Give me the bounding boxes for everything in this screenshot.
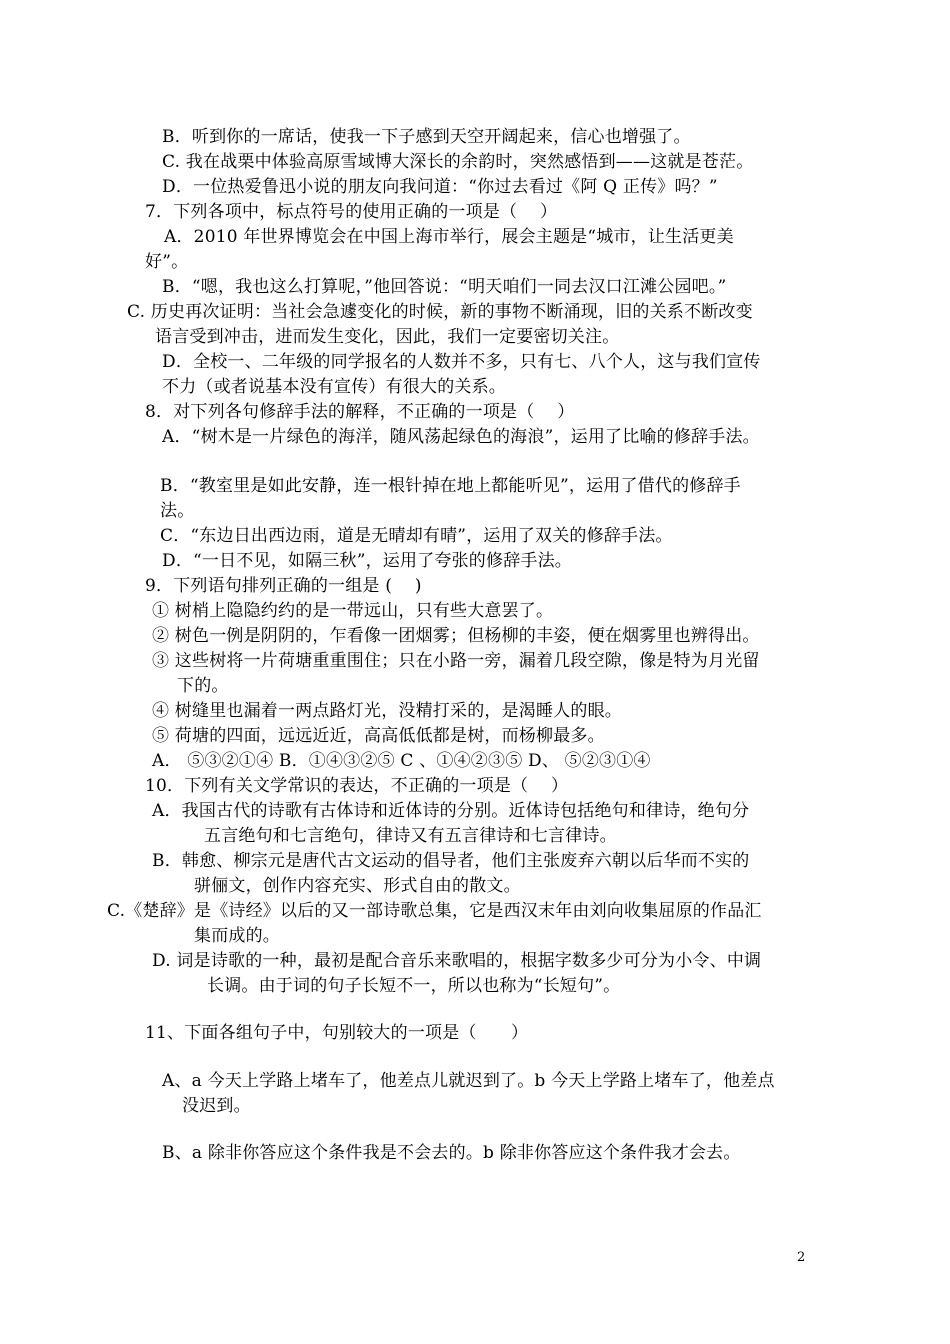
q6-option-b: B．听到你的一席话，使我一下子感到天空开阔起来，信心也增强了。 [162,127,691,147]
q10-option-d-line1: D. 词是诗歌的一种，最初是配合音乐来歌唱的，根据字数多少可分为小令、中调 [152,951,762,971]
q8-option-a: A．“树木是一片绿色的海洋，随风荡起绿色的海浪”，运用了比喻的修辞手法。 [162,427,760,447]
q7-option-a-line1: A．2010 年世界博览会在中国上海市举行，展会主题是“城市，让生活更美 [164,227,734,247]
q11-option-a-line1: A、a 今天上学路上堵车了，他差点儿就迟到了。b 今天上学路上堵车了，他差点 [162,1071,775,1091]
q7-option-c-line1: C. 历史再次证明：当社会急遽变化的时候，新的事物不断涌现，旧的关系不断改变 [127,302,753,322]
q9-sentence-2: ② 树色一例是阴阴的，乍看像一团烟雾；但杨柳的丰姿，便在烟雾里也辨得出。 [152,626,760,646]
q6-option-d: D．一位热爱鲁迅小说的朋友向我问道：“你过去看过《阿 Q 正传》吗？” [162,177,718,197]
q7-option-d-line1: D．全校一、二年级的同学报名的人数并不多，只有七、八个人，这与我们宣传 [162,352,761,372]
q7-option-c-line2: 语言受到冲击，进而发生变化，因此，我们一定要密切关注。 [155,327,620,347]
q9-sentence-1: ① 树梢上隐隐约约的是一带远山，只有些大意罢了。 [152,601,554,621]
q11-option-a-line2: 没迟到。 [182,1096,251,1116]
page-number: 2 [797,1250,806,1265]
q8-option-c: C．“东边日出西边雨，道是无晴却有晴”，运用了双关的修辞手法。 [160,526,673,546]
q10-option-d-line2: 长调。由于词的句子长短不一，所以也称为“长短句”。 [207,976,621,996]
q10-option-b-line1: B．韩愈、柳宗元是唐代古文运动的倡导者，他们主张废弃六朝以后华而不实的 [152,851,750,871]
q9-sentence-3-line1: ③ 这些树将一片荷塘重重围住；只在小路一旁，漏着几段空隙，像是特为月光留 [152,651,760,671]
q9-options: A． ⑤③②①④ B．①④③②⑤ C 、①④②③⑤ D、 ⑤②③①④ [152,751,651,771]
q7-stem: 7．下列各项中，标点符号的使用正确的一项是（ ） [145,202,558,222]
q7-option-a-line2: 好”。 [145,252,189,272]
q9-sentence-5: ⑤ 荷塘的四面，远远近近，高高低低都是树，而杨柳最多。 [152,726,605,746]
q10-option-b-line2: 骈俪文，创作内容充实、形式自由的散文。 [194,876,521,896]
q10-option-a-line2: 五言绝句和七言绝句，律诗又有五言律诗和七言律诗。 [204,826,617,846]
q8-option-b-line1: B．“教室里是如此安静，连一根针掉在地上都能听见”，运用了借代的修辞手 [160,476,741,496]
q7-option-d-line2: 不力（或者说基本没有宣传）有很大的关系。 [162,377,506,397]
q10-option-c-line2: 集而成的。 [194,926,280,946]
q11-option-b: B、a 除非你答应这个条件我是不会去的。b 除非你答应这个条件我才会去。 [162,1143,741,1163]
q8-option-d: D．“一日不见，如隔三秋”，运用了夸张的修辞手法。 [162,551,573,571]
q7-option-b: B．“嗯，我也这么打算呢，”他回答说：“明天咱们一同去汉口江滩公园吧。” [162,277,727,297]
q9-stem: 9．下列语句排列正确的一组是 ( ) [145,576,422,596]
q10-stem: 10．下列有关文学常识的表达，不正确的一项是（ ） [145,776,569,796]
q11-stem: 11、下面各组句子中，句别较大的一项是（ ） [145,1023,529,1043]
q8-option-b-line2: 法。 [160,501,195,521]
q10-option-a-line1: A．我国古代的诗歌有古体诗和近体诗的分别。近体诗包括绝句和律诗，绝句分 [152,801,750,821]
q10-option-c-line1: C.《楚辞》是《诗经》以后的又一部诗歌总集，它是西汉末年由刘向收集屈原的作品汇 [107,901,762,921]
q9-sentence-4: ④ 树缝里也漏着一两点路灯光，没精打采的，是渴睡人的眼。 [152,701,623,721]
q9-sentence-3-line2: 下的。 [177,676,229,696]
q6-option-c: C. 我在战栗中体验高原雪域博大深长的余韵时，突然感悟到——这就是苍茫。 [162,152,754,172]
q8-stem: 8．对下列各句修辞手法的解释，不正确的一项是（ ） [145,402,575,422]
